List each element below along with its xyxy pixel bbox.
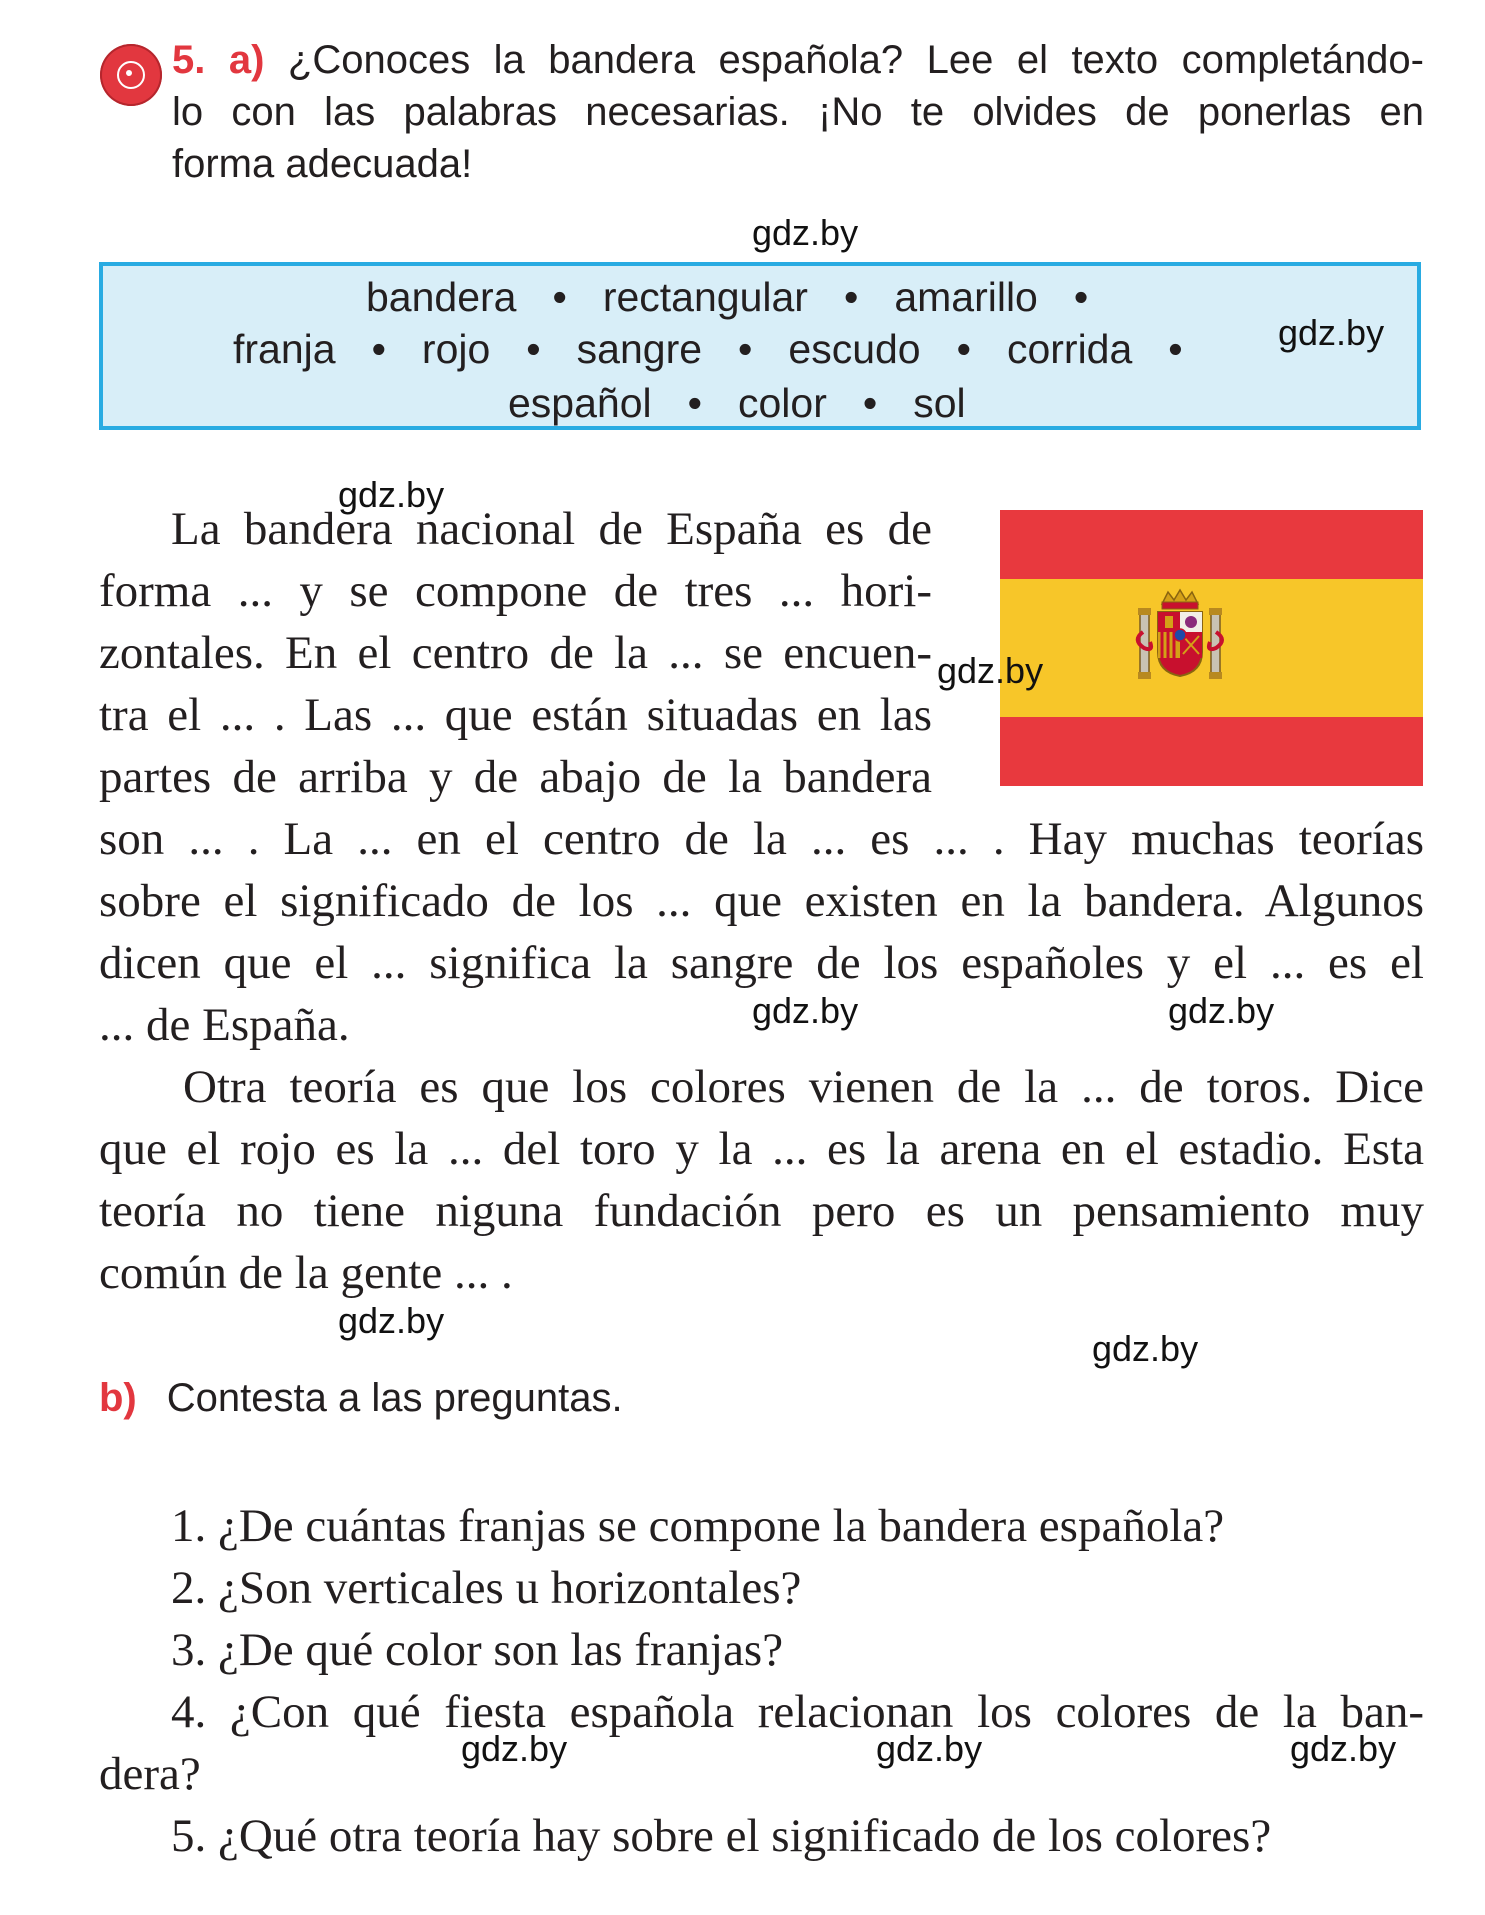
word-bank-box bbox=[99, 262, 1421, 430]
instruction-line: lo con las palabras necesarias. ¡No te olvides de ponerlas en bbox=[172, 90, 1424, 134]
flag-bottom-red-stripe bbox=[1000, 717, 1423, 786]
text-line: partes de arriba y de abajo de la bandera bbox=[99, 751, 932, 803]
question-list bbox=[99, 1495, 1424, 1867]
watermark-text: gdz.by bbox=[1092, 1328, 1199, 1369]
word-separator: • bbox=[956, 326, 971, 372]
word-item: corrida bbox=[1006, 326, 1133, 372]
part-b-instruction: Contesta a las preguntas. bbox=[166, 1376, 623, 1420]
word-bank-row bbox=[508, 380, 966, 427]
question-item: 4. ¿Con qué fiesta española relacionan los colores de la ban- bbox=[171, 1686, 1424, 1738]
question-item: 3. ¿De qué color son las franjas? bbox=[171, 1624, 784, 1676]
word-separator: • bbox=[371, 326, 386, 372]
word-item: sol bbox=[913, 380, 966, 426]
question-item-continuation: dera? bbox=[99, 1748, 201, 1800]
text-line: dicen que el ... significa la sangre de los españoles y el ... es el bbox=[99, 937, 1424, 989]
watermark-text: gdz.by bbox=[338, 1300, 445, 1341]
text-line: que el rojo es la ... del toro y la ... es la arena en el estadio. Esta bbox=[99, 1123, 1424, 1175]
word-item: escudo bbox=[788, 326, 921, 372]
word-separator: • bbox=[862, 380, 878, 426]
word-separator: • bbox=[738, 326, 753, 372]
word-item: español bbox=[508, 380, 652, 426]
word-separator: • bbox=[526, 326, 541, 372]
watermark-text: gdz.by bbox=[461, 1728, 568, 1769]
text-line: zontales. En el centro de la ... se encuen- bbox=[99, 627, 932, 679]
watermark-text: gdz.by bbox=[937, 650, 1044, 691]
word-item: rectangular bbox=[602, 274, 808, 320]
question-item: 2. ¿Son verticales u horizontales? bbox=[171, 1562, 802, 1614]
text-line: ... de España. bbox=[99, 999, 350, 1051]
audio-cd-icon[interactable] bbox=[100, 44, 162, 106]
exercise-number: 5. a) bbox=[172, 38, 265, 82]
word-item: color bbox=[737, 380, 827, 426]
watermark-text: gdz.by bbox=[1168, 990, 1275, 1031]
text-line: sobre el significado de los ... que existen en la bandera. Algunos bbox=[99, 875, 1424, 927]
exercise-instruction bbox=[172, 34, 1424, 190]
word-separator: • bbox=[843, 274, 859, 320]
word-separator: • bbox=[687, 380, 702, 426]
word-item: sangre bbox=[576, 326, 703, 372]
question-item: 5. ¿Qué otra teoría hay sobre el significado de los colores? bbox=[171, 1810, 1272, 1862]
text-paragraph-1-wrapped bbox=[99, 498, 932, 808]
word-item: amarillo bbox=[894, 274, 1038, 320]
flag-top-red-stripe bbox=[1000, 510, 1423, 579]
question-item: 1. ¿De cuántas franjas se compone la bandera española? bbox=[171, 1500, 1225, 1552]
text-line: La bandera nacional de España es de bbox=[171, 503, 932, 555]
spain-flag-image bbox=[1000, 510, 1423, 786]
text-line: son ... . La ... en el centro de la ... es ... . Hay muchas teorías bbox=[99, 813, 1424, 865]
watermark-text: gdz.by bbox=[752, 990, 859, 1031]
word-item: franja bbox=[233, 326, 336, 372]
text-line: forma ... y se compone de tres ... hori- bbox=[99, 565, 932, 617]
part-b-heading bbox=[99, 1376, 623, 1421]
watermark-text: gdz.by bbox=[1290, 1728, 1397, 1769]
cd-hole bbox=[126, 70, 132, 76]
word-item: rojo bbox=[421, 326, 491, 372]
word-item: bandera bbox=[366, 274, 517, 320]
word-bank-row bbox=[233, 326, 1183, 373]
watermark-text: gdz.by bbox=[338, 474, 445, 515]
word-separator: • bbox=[552, 274, 567, 320]
text-line: teoría no tiene niguna fundación pero es un pensamiento muy bbox=[99, 1185, 1424, 1237]
part-b-mark: b) bbox=[99, 1376, 137, 1420]
text-paragraph-2 bbox=[99, 1056, 1424, 1304]
text-line: tra el ... . Las ... que están situadas en las bbox=[99, 689, 932, 741]
watermark-text: gdz.by bbox=[1278, 312, 1385, 353]
text-line: Otra teoría es que los colores vienen de la ... de toros. Dice bbox=[183, 1061, 1424, 1113]
instruction-line: 5. a) ¿Conoces la bandera española? Lee el texto completándo- bbox=[172, 38, 1424, 82]
word-bank-row bbox=[366, 274, 1124, 321]
watermark-text: gdz.by bbox=[876, 1728, 983, 1769]
word-separator: • bbox=[1073, 274, 1089, 320]
word-separator: • bbox=[1168, 326, 1183, 372]
instruction-line: forma adecuada! bbox=[172, 142, 473, 186]
watermark-text: gdz.by bbox=[752, 212, 859, 253]
text-line: común de la gente ... . bbox=[99, 1247, 513, 1299]
